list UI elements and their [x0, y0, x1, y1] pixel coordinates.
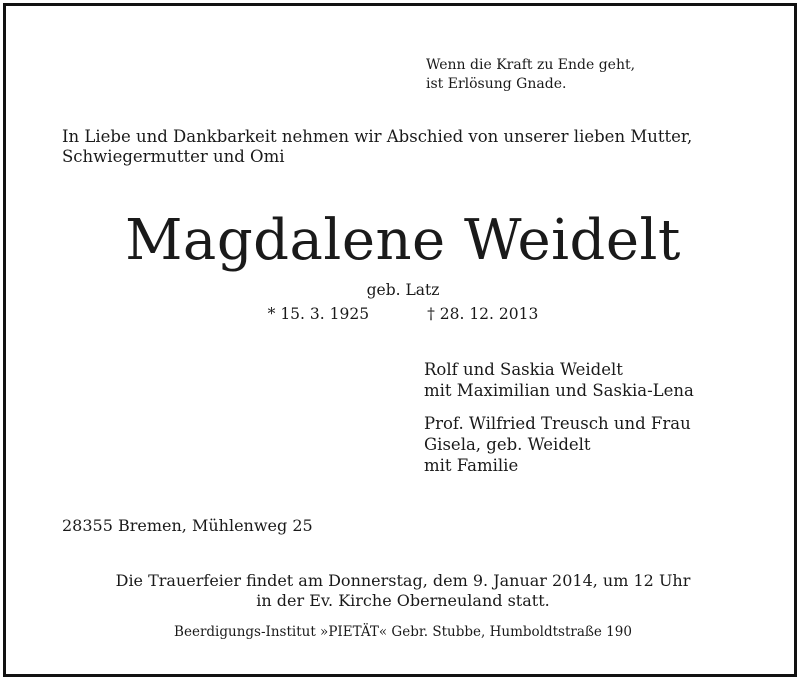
family-address: 28355 Bremen, Mühlenweg 25: [62, 516, 313, 535]
intro-text: [62, 127, 692, 167]
mourner-line: Rolf und Saskia Weidelt: [424, 360, 623, 379]
life-dates: [6, 304, 800, 324]
intro-line-1: In Liebe und Dankbarkeit nehmen wir Abschied von unserer lieben Mutter,: [62, 127, 693, 146]
mourner-group-1: [424, 359, 694, 401]
maiden-name: geb. Latz: [366, 281, 440, 299]
mourner-line: Gisela, geb. Weidelt: [424, 435, 591, 454]
funeral-line-1: Die Trauerfeier findet am Donnerstag, dem 9. Januar 2014, um 12 Uhr: [115, 571, 691, 590]
deceased-name: Magdalene Weidelt: [125, 208, 681, 273]
birth-date: * 15. 3. 1925: [267, 305, 370, 323]
funeral-line-2: in der Ev. Kirche Oberneuland statt.: [256, 591, 550, 610]
undertaker-credit: Beerdigungs-Institut »PIETÄT« Gebr. Stubbe, Humboldtstraße 190: [174, 624, 632, 640]
motto-line-1: Wenn die Kraft zu Ende geht,: [426, 57, 636, 73]
mourner-line: mit Maximilian und Saskia-Lena: [424, 381, 694, 400]
mourner-line: Prof. Wilfried Treusch und Frau: [424, 414, 691, 433]
mourner-group-2: [424, 413, 691, 476]
motto-quote: [426, 56, 635, 94]
funeral-info: [6, 571, 800, 611]
motto-line-2: ist Erlösung Gnade.: [426, 76, 567, 92]
death-date: † 28. 12. 2013: [427, 305, 539, 323]
intro-line-2: Schwiegermutter und Omi: [62, 147, 285, 166]
mourner-line: mit Familie: [424, 456, 519, 475]
obituary-notice: [3, 3, 797, 677]
